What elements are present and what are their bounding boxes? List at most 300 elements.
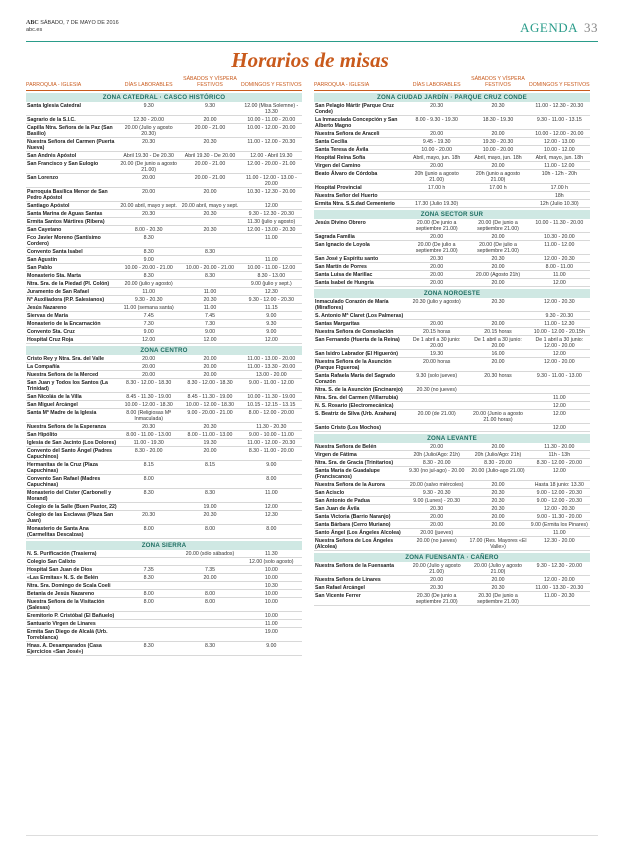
mass-times: 8.00 (266, 525, 277, 532)
parish-name: Inmaculado Corazón de María (Miraflores) (315, 298, 389, 311)
mass-times: 20.00 (jueves) (420, 529, 454, 536)
mass-times: 12.00 - 20.00 (544, 576, 575, 583)
table-row (314, 451, 590, 459)
mass-times: 10.00 (264, 598, 278, 605)
mass-times: 11.00 - 12.00 (544, 162, 575, 169)
mass-times: 8.00 - 9.30 - 19.30 (415, 116, 458, 123)
parish-name: Santa Mª Madre de la Iglesia (27, 409, 97, 416)
table-row (314, 467, 590, 481)
parish-name: Colegio San Calixto (27, 558, 76, 565)
table-row (314, 358, 590, 372)
mass-times: 8.30 - 13.00 (257, 272, 286, 279)
table-row (26, 320, 302, 328)
mass-times: 20.30 (142, 210, 156, 217)
page-title: Horarios de misas (231, 48, 389, 72)
parish-name: Ntra. Sra. de Gracia (Trinitarios) (315, 459, 394, 466)
mass-times (179, 582, 240, 589)
mass-times: 11.00 (265, 620, 278, 627)
mass-times: 11.00 (142, 288, 155, 295)
mass-times: 20.00 (430, 130, 444, 137)
table-row (26, 355, 302, 363)
parish-name: Hnas. A. Desamparados (Casa Ejercicios «San José») (27, 642, 102, 655)
mass-times: 8.30 (143, 272, 154, 279)
header-date: SÁBADO, 7 DE MAYO DE 2016 (40, 20, 119, 26)
mass-times: 20.00 abril, mayo y sept. (120, 202, 177, 209)
right-table-body (314, 93, 590, 606)
mass-times: 8.15 (143, 461, 154, 468)
mass-times: 20.30 (julio y agosto) (412, 298, 461, 305)
mass-times: 20.00 (Julio-ago 21.00) (471, 467, 525, 474)
mass-times (179, 256, 240, 263)
table-row (26, 475, 302, 489)
table-row (26, 288, 302, 296)
table-row (314, 154, 590, 162)
parish-name: Nuestra Señora de Araceli (315, 130, 380, 137)
parish-name: San Lorenzo (27, 174, 59, 181)
parish-name: La Compañía (27, 363, 60, 370)
mass-times: 9.00 (julio y sept.) (250, 280, 292, 287)
mass-times: 11h - 13h (548, 451, 571, 458)
parish-name: Nuestra Señora de la Merced (27, 371, 99, 378)
mass-times: 12.00 (264, 336, 278, 343)
table-row (26, 628, 302, 642)
mass-times (467, 200, 528, 207)
mass-times: 20.00 (de 21.00) (417, 410, 456, 417)
parish-name: Nuestra Señora de la Esperanza (27, 423, 106, 430)
parish-name: Santa Cecilia (315, 138, 348, 145)
mass-times: 12.00 - Abril 19.30 (250, 152, 293, 159)
mass-times: 12.00 - 20.30 (544, 255, 575, 262)
parish-name: Parroquia Basílica Menor de San Pedro Apóstol (27, 188, 108, 201)
table-row (314, 298, 590, 312)
mass-times: 11.00 (265, 489, 278, 496)
mass-times: 20.00 (491, 130, 505, 137)
table-row (26, 582, 302, 590)
mass-times: 11.00 - 12.00 - 13.00 - 20.00 (245, 174, 297, 187)
mass-times: 11.30 (265, 550, 278, 557)
mass-times: 19.30 (203, 439, 217, 446)
table-row (314, 562, 590, 576)
parish-name: Convento Sta. Cruz (27, 328, 75, 335)
table-row (314, 529, 590, 537)
mass-times: 11.00 - 12.00 - 20.30 (247, 138, 296, 145)
mass-times: 8.30 - 20.00 (422, 459, 451, 466)
mass-times: 11.00 - 12.30 - 20.30 (535, 102, 584, 109)
mass-times: 10.00 - 12.00 - 20.00 (535, 130, 584, 137)
table-row (26, 511, 302, 525)
table-row (26, 152, 302, 160)
table-row (314, 312, 590, 320)
mass-times: 20.30 horas (484, 372, 512, 379)
table-row (314, 410, 590, 424)
table-header (26, 73, 302, 91)
mass-times: 8.30 (204, 248, 216, 255)
zone-header: ZONA CENTRO (26, 346, 302, 355)
mass-times: 20.30 (142, 138, 156, 145)
table-row (26, 642, 302, 656)
table-row (26, 439, 302, 447)
mass-times: 19.30 (430, 350, 444, 357)
header-edition: abc.es (26, 26, 43, 33)
mass-times: 20.00 (491, 279, 505, 286)
footer-rule (26, 835, 598, 836)
table-row (26, 574, 302, 582)
mass-times: 9.00 (143, 256, 154, 263)
mass-times (179, 218, 240, 225)
parish-name: San Pablo (27, 264, 53, 271)
parish-name: San Hipólito (27, 431, 58, 438)
table-row (26, 304, 302, 312)
parish-name: N. S. Rosario (Electromecánica) (315, 402, 394, 409)
parish-name: Colegio de las Esclavas (Plaza San Juan) (27, 511, 114, 524)
table-row (26, 363, 302, 371)
mass-times: 9.00 - 20.00 - 21.00 (187, 409, 233, 416)
table-row (314, 130, 590, 138)
page-header (26, 20, 598, 42)
mass-times: 9.30 - 11.00 - 13.15 (536, 116, 582, 123)
mass-times (467, 529, 528, 536)
parish-name: San Cayetano (27, 226, 62, 233)
table-row (314, 459, 590, 467)
col-saturday: SÁBADOS Y VÍSPERA FESTIVOS (183, 76, 237, 88)
mass-times: 20.00 (203, 574, 217, 581)
zone-header: ZONA NOROESTE (314, 289, 590, 298)
mass-times: 20.00 (491, 521, 505, 528)
mass-times: 20.00 (203, 188, 217, 195)
mass-times: 20.30 (203, 511, 217, 518)
parish-name: San Isidro Labrador (El Higuerón) (315, 350, 399, 357)
mass-times: 20.00 (491, 513, 505, 520)
mass-times: 10.00 - 20.00 (421, 146, 452, 153)
mass-times: 20.15 horas (484, 328, 512, 335)
table-row (314, 219, 590, 233)
mass-times: Abril, mayo, jun. 18h (535, 154, 583, 161)
mass-times: 11.00 - 13.30 - 20.30 (535, 584, 584, 591)
mass-times: 12.00 - 20.00 - 21.00 (247, 160, 296, 167)
mass-times: 20.30 (203, 296, 217, 303)
table-row (26, 447, 302, 461)
mass-times (467, 424, 528, 431)
page-number: 33 (584, 20, 598, 35)
mass-times: 9.00 - 12.00 - 20.30 (536, 489, 582, 496)
table-row (26, 620, 302, 628)
parish-name: San Agustín (27, 256, 58, 263)
mass-times: 18h (554, 192, 564, 199)
mass-times: 8.30 (143, 248, 154, 255)
table-row (26, 210, 302, 218)
mass-times: 20.00 horas (422, 358, 451, 365)
mass-times: 12.00 (552, 350, 566, 357)
mass-times: 9.30 (204, 102, 216, 109)
mass-times: 20.00 (430, 233, 444, 240)
mass-times: 20.30 (203, 210, 217, 217)
table-row (26, 461, 302, 475)
mass-times: 11.00 - 12.30 (544, 320, 575, 327)
mass-times: 20.00 (De junio a septiembre 21.00) (415, 219, 458, 232)
mass-times: 12.00 (552, 424, 566, 431)
mass-times: 20.00 (430, 576, 444, 583)
mass-times: 12.00 (552, 467, 566, 474)
mass-times: 9.00 (Ermita los Pinares) (530, 521, 588, 528)
parish-name: Monasterio de Santa Ana (Carmelitas Descalzas) (27, 525, 89, 538)
col-saturday: SÁBADOS Y VÍSPERA FESTIVOS (471, 76, 525, 88)
table-row (26, 138, 302, 152)
mass-times: 20.15 horas (422, 328, 451, 335)
parish-name: Nuestra Señora de la Fuensanta (315, 562, 394, 569)
parish-name: Ntra. Sra. de la Piedad (Pl. Colón) (27, 280, 110, 287)
parish-name: S. Beatriz de Silva (Urb. Azahara) (315, 410, 397, 417)
mass-times: 11.15 (265, 304, 278, 311)
mass-times: 7.45 (204, 312, 216, 319)
parish-name: La Inmaculada Concepción y San Alberto Magno (315, 116, 398, 129)
parish-name: Jesús Divino Obrero (315, 219, 366, 226)
table-row (314, 443, 590, 451)
parish-name: San Fernando (Huerta de la Reina) (315, 336, 400, 343)
mass-times: 10.00 - 12.00 (544, 146, 575, 153)
mass-times: 20h (Julio/Ago: 21h) (474, 451, 522, 458)
parish-name: Eremitorio P. Cristóbal (El Bañuelo) (27, 612, 115, 619)
parish-name: Santuario Virgen de Linares (27, 620, 96, 627)
mass-times: 12.00 (552, 279, 566, 286)
table-row (26, 409, 302, 423)
mass-times: Abril, mayo, jun. 18h (474, 154, 522, 161)
mass-times: 11.30 - 20.30 (256, 423, 287, 430)
mass-times: 20.00 (430, 513, 444, 520)
parish-name: Colegio de la Salle (Buen Pastor, 22) (27, 503, 117, 510)
table-row (314, 271, 590, 279)
mass-times: 20.30 (491, 505, 505, 512)
mass-times: 11.00 (553, 271, 566, 278)
mass-times: 7.30 (143, 320, 154, 327)
mass-times (118, 612, 179, 619)
mass-times: 20.30 (491, 255, 505, 262)
parish-name: Convento del Santo Ángel (Padres Capuchinos) (27, 447, 113, 460)
mass-times: 19.00 (203, 503, 217, 510)
table-row (314, 489, 590, 497)
table-row (314, 102, 590, 116)
mass-times: 11.00 (553, 394, 566, 401)
mass-times: 7.45 (143, 312, 154, 319)
mass-times: 10.00 - 20.00 - 21.00 (185, 264, 235, 271)
table-row (26, 379, 302, 393)
table-row (314, 328, 590, 336)
col-weekday: DÍAS LABORABLES (124, 82, 173, 88)
col-sunday: DOMINGOS Y FESTIVOS (241, 82, 302, 88)
mass-times: 7.35 (143, 566, 154, 573)
table-row (314, 521, 590, 529)
mass-times: 10.00 - 11.00 - 12.00 (247, 264, 296, 271)
mass-times: 9.00 (266, 328, 277, 335)
mass-times: 9.30 - 12.30 - 20.30 (248, 210, 294, 217)
table-row (314, 505, 590, 513)
table-row (26, 336, 302, 344)
mass-times: 20.00 - 21.00 (194, 160, 226, 167)
parish-name: Nuestra Señora de la Aurora (315, 481, 385, 488)
mass-times: 12.00 (552, 402, 566, 409)
table-row (26, 393, 302, 401)
parish-name: Virgen de Fátima (315, 451, 357, 458)
mass-times: 12.30 - 20.00 (133, 116, 164, 123)
mass-times: 10.15 - 12.15 - 13.15 (247, 401, 296, 408)
mass-times: 20.00 (Julio y agosto 20.30) (124, 124, 173, 137)
mass-times: 8.30 - 20.00 (134, 447, 163, 454)
mass-times (179, 234, 240, 247)
table-row (314, 394, 590, 402)
mass-times: 10.00 (264, 574, 278, 581)
mass-times: 8.00 (204, 525, 216, 532)
mass-times: 13.00 - 20.00 (256, 371, 287, 378)
parish-name: Nuestra Señora de Belén (315, 443, 377, 450)
mass-times: 20.00 (142, 355, 156, 362)
mass-times: 20.30 (491, 489, 505, 496)
mass-times: 11.00 - 13.00 - 20.00 (247, 355, 296, 362)
mass-times: 9.30 (266, 320, 277, 327)
table-row (314, 402, 590, 410)
mass-times: 11.00 - 19.30 (133, 439, 164, 446)
table-row (314, 192, 590, 200)
mass-times: 20.00 (491, 233, 505, 240)
mass-times (529, 386, 590, 393)
mass-times: Abril 19.30 - De 20.00 (184, 152, 236, 159)
mass-times (406, 192, 467, 199)
mass-times: 20.30 (491, 102, 505, 109)
parish-name: Ermita San Diego de Alcalá (Urb. Torreblanca) (27, 628, 108, 641)
parish-name: Santa Marina de Aguas Santas (27, 210, 103, 217)
mass-times: 20.00 - 21.00 (194, 174, 226, 181)
mass-times: 12.30 (264, 288, 278, 295)
parish-name: San Pelagio Mártir (Parque Cruz Conde) (315, 102, 394, 115)
parish-name: Cristo Rey y Ntra. Sra. del Valle (27, 355, 104, 362)
left-column (26, 73, 302, 656)
mass-times: 12.00 (552, 410, 566, 417)
mass-times: 20.30 (491, 497, 505, 504)
parish-name: Ermita Ntra. S.S.dad Cementerio (315, 200, 395, 207)
table-row (26, 612, 302, 620)
mass-times: 8.30 (143, 642, 154, 649)
mass-times: 12.00 - 13.00 (544, 138, 575, 145)
mass-times: 10.30 (264, 582, 278, 589)
mass-times: De 1 abril a 30 junio: 20.00 (474, 336, 522, 349)
parish-name: Santas Margaritas (315, 320, 360, 327)
mass-times (179, 280, 240, 287)
section-name: AGENDA (520, 20, 578, 35)
mass-times: 10.00 (264, 590, 278, 597)
mass-times: 10.00 - 12.00 - 20.00 (247, 124, 296, 131)
mass-times: 20.00 (De julio a septiembre 21.00) (477, 241, 519, 254)
mass-times: 8.15 (204, 461, 216, 468)
mass-times: 11.00 (553, 529, 566, 536)
mass-times: 9.00 - 10.00 - 11.00 (248, 431, 294, 438)
mass-times: 8.30 (204, 642, 216, 649)
mass-times: 8.00 (143, 590, 154, 597)
mass-times: 17.00 (Res. Mayores «El Valle») (469, 537, 527, 550)
mass-times: 9.45 - 19.30 (422, 138, 451, 145)
mass-times: 20.30 (203, 226, 217, 233)
table-row (314, 513, 590, 521)
mass-times: 20.00 (142, 188, 156, 195)
mass-times: 20.00 - 21.00 (194, 124, 226, 131)
col-parish: PARROQUIA - IGLESIA (314, 82, 370, 88)
mass-times: 11.00 (265, 234, 278, 241)
mass-times: 20.00 (430, 271, 444, 278)
mass-times: 8.30 - 12.00 - 20.00 (536, 459, 582, 466)
parish-name: Nª Auxiliadora (P.P. Salesianos) (27, 296, 105, 303)
mass-times (467, 402, 528, 409)
parish-name: San Miguel Arcángel (27, 401, 78, 408)
table-row (26, 248, 302, 256)
table-row (26, 280, 302, 288)
mass-times (179, 558, 240, 565)
table-row (26, 598, 302, 612)
zone-header: ZONA CIUDAD JARDÍN · PARQUE CRUZ CONDE (314, 93, 590, 102)
mass-times: 20.00 (203, 447, 217, 454)
mass-times: 9.00 (266, 461, 277, 468)
mass-times: 17.30 (Julio 19.30) (415, 200, 459, 207)
mass-times: 11.30 - 20.00 (544, 443, 575, 450)
zone-header: ZONA SECTOR SUR (314, 210, 590, 219)
parish-name: Santo Ángel (Los Ángeles Alcolea) (315, 529, 401, 536)
mass-times: 8.00 (266, 475, 277, 482)
mass-times: 9.30 (no jul-ago) - 20.00 (408, 467, 465, 474)
mass-times: 8.00 - 12.00 - 20.00 (248, 409, 294, 416)
mass-times: 9.30 - 20.30 (545, 312, 574, 319)
parish-name: Iglesia de San Jacinto (Los Dolores) (27, 439, 117, 446)
section-label (520, 20, 598, 36)
parish-name: Santo Cristo (Los Mochos) (315, 424, 381, 431)
parish-name: Nuestra Señora de Los Ángeles (Alcolea) (315, 537, 394, 550)
table-row (26, 202, 302, 210)
table-row (314, 279, 590, 287)
mass-times: 20.00 (Julio y agosto 21.00) (412, 562, 461, 575)
table-row (26, 124, 302, 138)
mass-times: 8.00 (143, 475, 154, 482)
mass-times: 20.00 abril, mayo y sept. (181, 202, 239, 209)
parish-name: San Ignacio de Loyola (315, 241, 370, 248)
parish-name: Ntra. Sra. Domingo de Scala Coeli (27, 582, 111, 589)
mass-times: 20.30 (142, 511, 156, 518)
mass-times: 20.00 (430, 320, 444, 327)
parish-name: Hospital Cruz Roja (27, 336, 74, 343)
table-row (26, 489, 302, 503)
mass-times: 10.00 - 20.00 - 21.00 (124, 264, 173, 271)
parish-name: Beato Álvaro de Córdoba (315, 170, 378, 177)
mass-times: 11.00 (265, 256, 278, 263)
zone-header: ZONA SIERRA (26, 541, 302, 550)
table-row (26, 431, 302, 439)
mass-times (118, 558, 179, 565)
mass-times: 10.00 - 11.30 - 19.00 (247, 393, 296, 400)
table-row (314, 320, 590, 328)
mass-times: 8.45 - 11.30 - 19.00 (187, 393, 233, 400)
mass-times: 8.00 (204, 598, 216, 605)
mass-times: 8.00 - 11.00 (545, 263, 573, 270)
mass-times: 17.00 h (550, 184, 568, 191)
parish-name: Santa Isabel de Hungría (315, 279, 374, 286)
col-sunday: DOMINGOS Y FESTIVOS (529, 82, 590, 88)
mass-times (118, 550, 179, 557)
mass-times: 20.30 (203, 423, 217, 430)
mass-times: 9.00 - 12.00 - 20.30 (536, 497, 582, 504)
table-row (314, 350, 590, 358)
mass-times: 20.00 (De julio a septiembre 21.00) (415, 241, 458, 254)
mass-times: 11.00 (203, 304, 217, 311)
mass-times: 12.00 - 20.30 (544, 505, 575, 512)
parish-name: San José y Espíritu santo (315, 255, 379, 262)
parish-name: San Acisclo (315, 489, 345, 496)
mass-times: 12.00 (264, 202, 278, 209)
mass-times: 9.00 (266, 642, 277, 649)
mass-times: 20.30 (491, 584, 505, 591)
